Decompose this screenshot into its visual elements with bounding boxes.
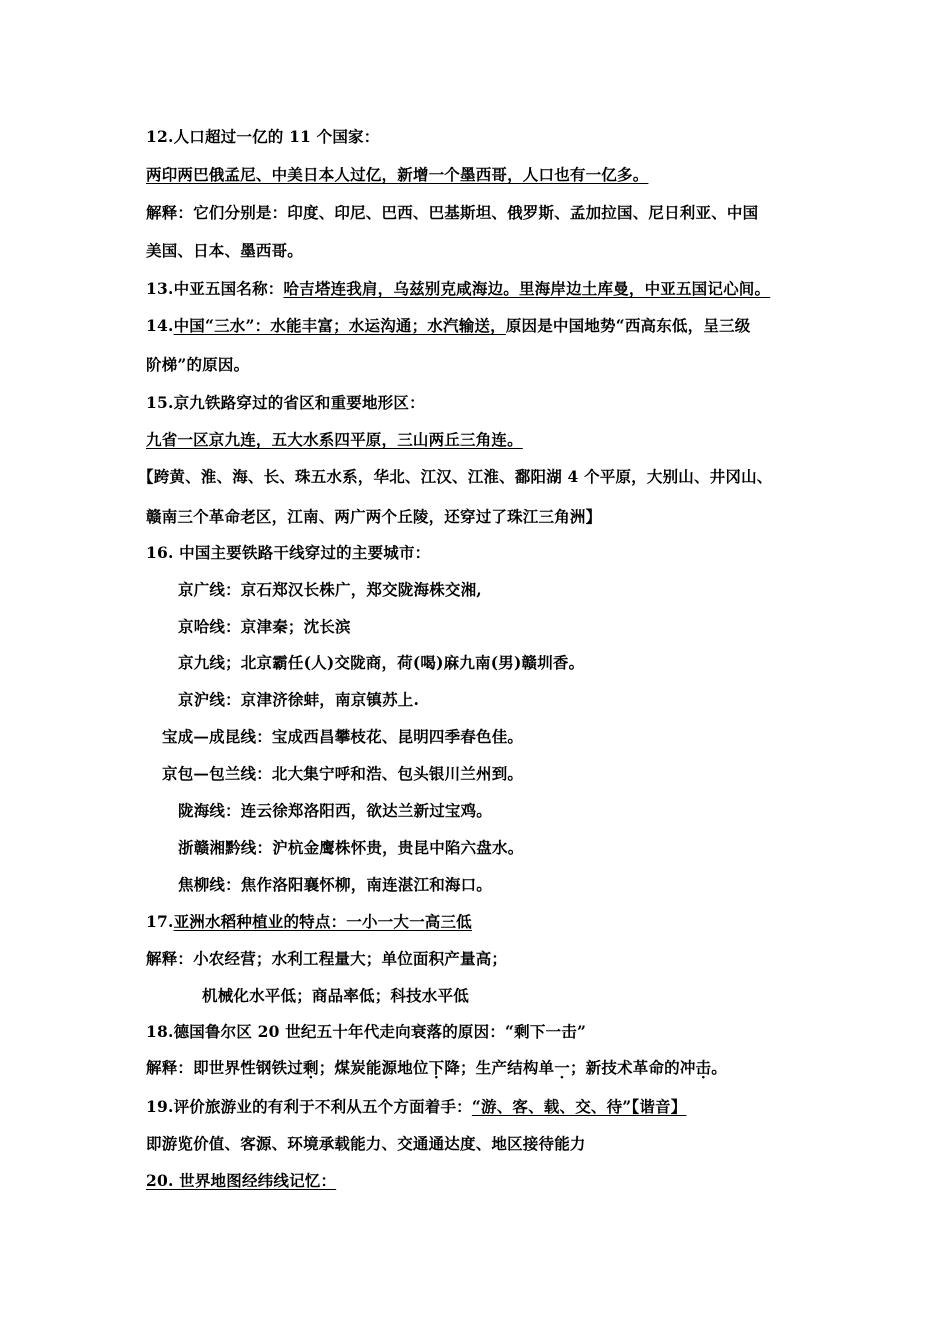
- item-13-title: 13.中亚五国名称：: [146, 279, 284, 298]
- railway-jingjiu: 京九线；北京霸任(人)交陇商，荷(喝)麻九南(男)赣圳香。: [178, 653, 585, 672]
- item-15-note-line-2: 赣南三个革命老区，江南、两广两个丘陵，还穿过了珠江三角洲】: [146, 507, 602, 526]
- item-19-mnemonic: “游、客、载、交、待”【谐音】: [471, 1097, 687, 1116]
- item-19: [146, 1097, 686, 1117]
- railway-jingbao-baolan: 京包—包兰线：北大集宁呼和浩、包头银川兰州到。: [162, 764, 524, 783]
- railway-zheganxiangqian: 浙赣湘黔线：沪杭金鹰株怀贵，贵昆中陷六盘水。: [178, 838, 524, 857]
- item-19-explanation: 即游览价值、客源、环境承载能力、交通通达度、地区接待能力: [146, 1134, 586, 1153]
- item-15-mnemonic: [146, 430, 523, 450]
- item-15-mnemonic-text: 九省一区京九连，五大水系四平原，三山两丘三角连。: [146, 430, 523, 449]
- item-18-text-b: ；煤炭能源地位: [318, 1058, 429, 1077]
- item-17-explanation-line-2: 机械化水平低；商品率低；科技水平低: [202, 986, 469, 1005]
- item-15-note-line-1: 【跨黄、淮、海、长、珠五水系，华北、江汉、江淮、鄱阳湖 4 个平原，大别山、井冈山、: [138, 467, 773, 486]
- item-17-explanation-line-1: 解释：小农经营；水利工程量大；单位面积产量高；: [146, 949, 508, 968]
- railway-jiaoliu: 焦柳线：焦作洛阳襄怀柳，南连湛江和海口。: [178, 875, 493, 894]
- item-13: [146, 279, 770, 299]
- item-19-title: 19.评价旅游业的有利于不利从五个方面着手：: [146, 1097, 472, 1116]
- item-15-title: 15.京九铁路穿过的省区和重要地形区：: [146, 393, 425, 412]
- emphasis-sheng: 剩: [303, 1058, 319, 1077]
- item-17-number: 17.: [146, 912, 174, 931]
- item-20-title: [146, 1171, 336, 1191]
- railway-jingguang: 京广线：京石郑汉长株广，郑交陇海株交湘,: [178, 580, 482, 599]
- item-18-text-a: 解释：即世界性钢铁过: [146, 1058, 304, 1077]
- item-14-continuation: 阶梯”的原因。: [146, 355, 250, 374]
- railway-jingha: 京哈线：京津秦；沈长滨: [178, 617, 351, 636]
- item-12-mnemonic-text: 两印两巴俄孟尼、中美日本人过亿，新增一个墨西哥，人口也有一亿多。: [146, 165, 649, 184]
- item-12-explanation-line-1: 解释：它们分别是：印度、印尼、巴西、巴基斯坦、俄罗斯、孟加拉国、尼日利亚、中国: [146, 203, 759, 222]
- item-14: [146, 316, 750, 336]
- item-12-explanation-line-2: 美国、日本、墨西哥。: [146, 241, 304, 260]
- railway-longhai: 陇海线：连云徐郑洛阳西，欲达兰新过宝鸡。: [178, 801, 493, 820]
- item-18-text-c: 降；生产结构单: [444, 1058, 555, 1077]
- item-20-title-text: 20. 世界地图经纬线记忆：: [146, 1171, 337, 1190]
- emphasis-xia: 下: [428, 1058, 445, 1077]
- item-18-text-d: ；新技术革命的冲: [569, 1058, 696, 1077]
- item-14-number: 14.: [146, 316, 174, 335]
- item-17: [146, 912, 472, 932]
- item-12-mnemonic: [146, 165, 648, 185]
- item-14-mnemonic: 中国“三水”：水能丰富；水运沟通；水汽输送，: [173, 316, 506, 335]
- emphasis-yi: 一: [554, 1058, 570, 1077]
- railway-baocheng-chengkun: 宝成—成昆线：宝成西昌攀枝花、昆明四季春色佳。: [162, 727, 524, 746]
- item-18-explanation: [146, 1058, 727, 1078]
- item-18-title: 18.德国鲁尔区 20 世纪五十年代走向衰落的原因：“剩下一击”: [146, 1022, 587, 1041]
- emphasis-ji: 击: [695, 1058, 712, 1077]
- item-17-mnemonic: 亚洲水稻种植业的特点：一小一大一高三低: [173, 912, 472, 931]
- railway-jinghu: 京沪线：京津济徐蚌，南京镇苏上.: [178, 690, 420, 709]
- item-12-title: 12.人口超过一亿的 11 个国家：: [146, 127, 380, 146]
- item-13-mnemonic: 哈吉塔连我肩，乌兹别克咸海边。里海岸边土库曼，中亚五国记心间。: [283, 279, 771, 298]
- item-16-title: 16. 中国主要铁路干线穿过的主要城市：: [146, 543, 431, 562]
- item-14-reason: 原因是中国地势“西高东低，呈三级: [505, 316, 751, 335]
- item-18-text-e: 。: [711, 1058, 727, 1077]
